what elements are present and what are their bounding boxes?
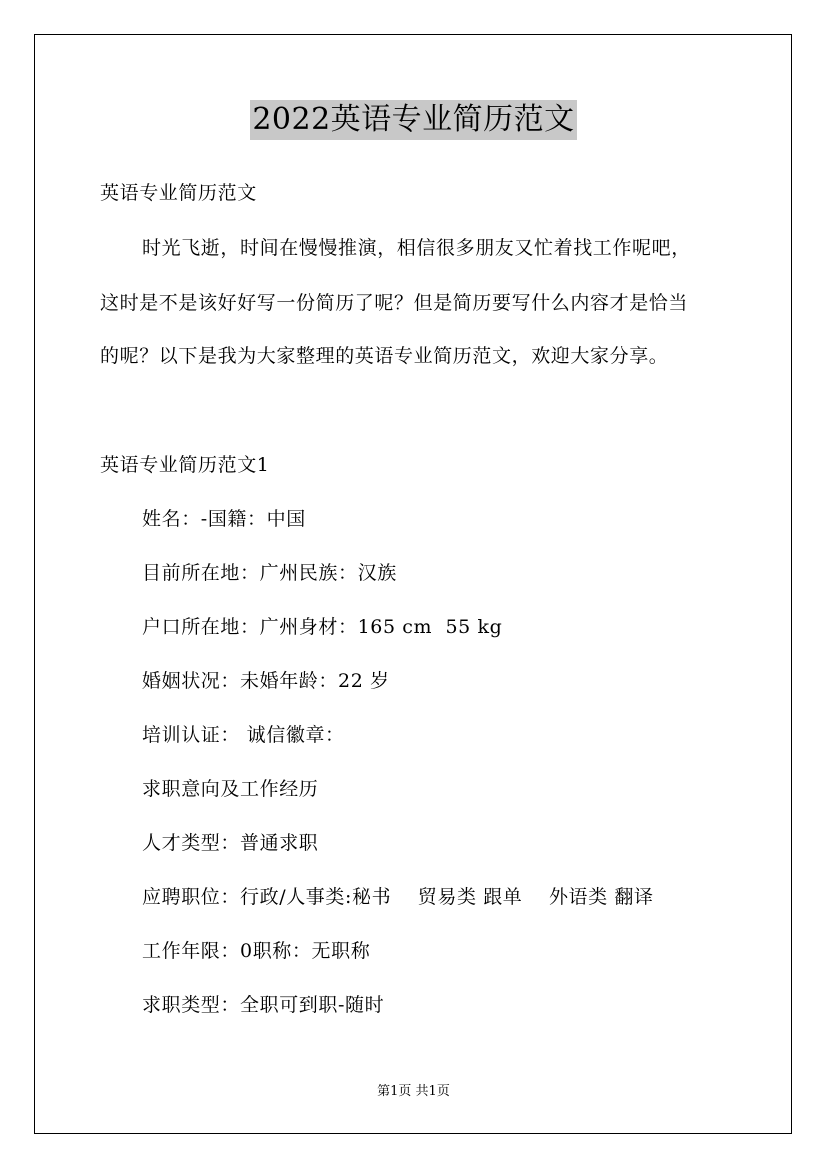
page-number-footer: 第1页 共1页 — [377, 1084, 450, 1099]
intro-line: 时光飞逝，时间在慢慢推演，相信很多朋友又忙着找工作呢吧， — [142, 237, 691, 259]
document-subtitle: 英语专业简历范文 — [100, 182, 257, 204]
resume-field: 人才类型：普通求职 — [142, 832, 319, 854]
resume-field: 求职类型：全职可到职-随时 — [142, 994, 385, 1016]
resume-field: 培训认证： 诚信徽章： — [142, 724, 345, 746]
resume-field: 姓名：-国籍：中国 — [142, 508, 306, 530]
resume-field: 求职意向及工作经历 — [142, 778, 319, 800]
title-container — [0, 100, 827, 140]
resume-field: 应聘职位：行政/人事类:秘书 贸易类 跟单 外语类 翻译 — [142, 886, 654, 908]
resume-field: 工作年限：0职称：无职称 — [142, 940, 371, 962]
resume-field: 婚姻状况：未婚年龄：22 岁 — [142, 670, 390, 692]
resume-field: 目前所在地：广州民族：汉族 — [142, 562, 397, 584]
intro-line: 这时是不是该好好写一份简历了呢？但是简历要写什么内容才是恰当 — [100, 292, 689, 314]
document-title: 2022英语专业简历范文 — [250, 100, 576, 140]
resume-field: 户口所在地：广州身材：165 cm 55 kg — [142, 616, 503, 638]
intro-line: 的呢？以下是我为大家整理的英语专业简历范文，欢迎大家分享。 — [100, 345, 669, 367]
section-heading: 英语专业简历范文1 — [100, 454, 270, 476]
